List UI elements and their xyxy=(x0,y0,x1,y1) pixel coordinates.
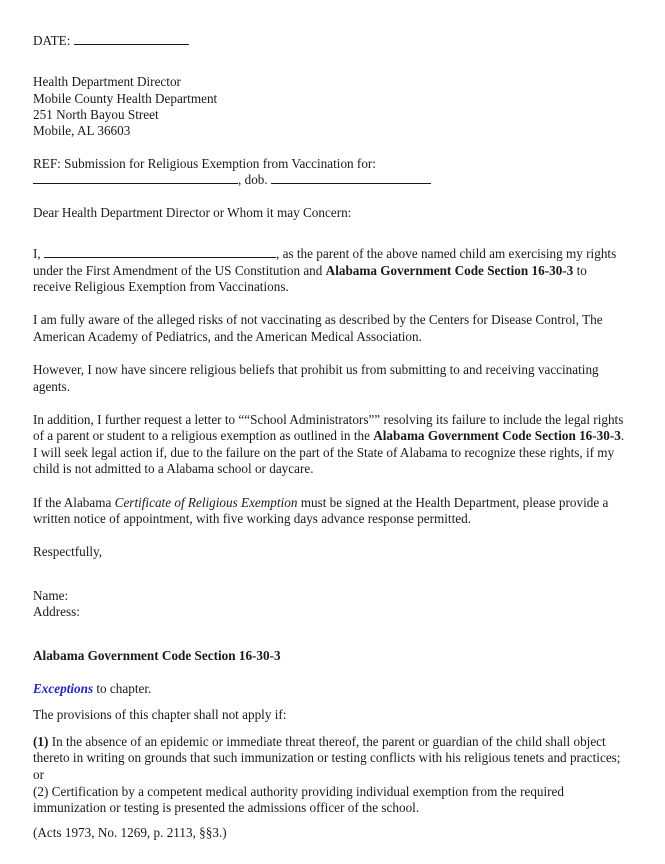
statute-citation: (Acts 1973, No. 1269, p. 2113, §§3.) xyxy=(33,824,227,840)
spacer-after-date xyxy=(33,66,626,74)
para4-part1: In addition, I further request a letter to ““School Administrators”” resolving its failure to include the legal rights of a parent or student to a religious exemption as outlined in the xyxy=(33,411,624,444)
closing-line: Respectfully, xyxy=(33,544,103,560)
certificate-title: Certificate of Religious Exemption xyxy=(114,494,298,510)
body-paragraph-4 xyxy=(33,412,626,478)
para1-tail: to receive Religious Exemption from Vaccinations. xyxy=(33,262,587,295)
child-dob-blank-field[interactable] xyxy=(271,173,431,185)
parent-name-blank-field[interactable] xyxy=(44,246,276,258)
para4-code-reference: Alabama Government Code Section 16-30-3 xyxy=(373,428,621,444)
spacer-before-citation xyxy=(33,817,626,825)
body-paragraph-3: However, I now have sincere religious beliefs that prohibit us from submitting to and receiving vaccinating agents. xyxy=(33,361,599,394)
date-label: DATE: xyxy=(33,33,71,48)
address-label: Address: xyxy=(33,604,80,620)
recipient-line-1: Health Department Director xyxy=(33,74,181,90)
salutation: Dear Health Department Director or Whom it may Concern: xyxy=(33,204,352,220)
reference-blanks-line xyxy=(33,172,626,189)
para1-after-blank: , as the parent of the above named child am exercising my rights under the First Amendment of the US Constitution and xyxy=(33,246,617,278)
para4-part2: . I will seek legal action if, due to the failure on the part of the State of Alabama to recognize these rights, if my child is not admitted to a Alabama school or daycare. xyxy=(33,428,625,477)
spacer-after-reference xyxy=(33,189,626,205)
dob-label: , dob. xyxy=(238,172,268,188)
body-paragraph-1 xyxy=(33,246,626,296)
spacer-before-statute xyxy=(33,621,626,648)
para1-code-reference: Alabama Government Code Section 16-30-3 xyxy=(325,262,574,278)
statute-item-2: (2) Certification by a competent medical authority providing individual exemption from the required immunization or testing is presented the admissions officer of the school. xyxy=(33,783,565,816)
exceptions-link[interactable]: Exceptions xyxy=(33,680,94,696)
reference-line: REF: Submission for Religious Exemption from Vaccination for: xyxy=(33,155,376,171)
para5-part1: If the Alabama xyxy=(33,494,112,510)
spacer-after-salutation xyxy=(33,238,626,246)
body-paragraph-5 xyxy=(33,495,626,528)
recipient-line-2: Mobile County Health Department xyxy=(33,90,218,106)
statute-item-1 xyxy=(33,734,626,784)
reference-block xyxy=(33,156,626,189)
recipient-line-3: 251 North Bayou Street xyxy=(33,106,159,122)
date-line xyxy=(33,33,626,50)
child-name-blank-field[interactable] xyxy=(33,173,238,185)
para1-lead: I, xyxy=(33,246,41,261)
statute-intro: The provisions of this chapter shall not apply if: xyxy=(33,707,287,723)
spacer-after-statute-heading xyxy=(33,665,626,681)
spacer-after-recipient xyxy=(33,140,626,156)
exceptions-rest: to chapter. xyxy=(96,680,152,696)
statute-heading: Alabama Government Code Section 16-30-3 xyxy=(33,648,281,663)
recipient-line-4: Mobile, AL 36603 xyxy=(33,123,131,139)
statute-item-1-text: In the absence of an epidemic or immediate threat thereof, the parent or guardian of the child shall object thereto in writing on grounds that such immunization or testing conflicts with his religious tenets and practices; or xyxy=(33,733,621,782)
date-blank-field[interactable] xyxy=(74,33,189,45)
para5-part2: must be signed at the Health Department, please provide a written notice of appointment, with five working days advance response permitted. xyxy=(33,494,609,527)
document-body xyxy=(33,33,626,841)
signature-block xyxy=(33,588,626,621)
name-label: Name: xyxy=(33,587,69,603)
spacer-signature xyxy=(33,561,626,588)
statute-exceptions-line xyxy=(33,681,626,698)
recipient-address-block xyxy=(33,74,626,140)
statute-item-1-marker: (1) xyxy=(33,733,49,749)
body-paragraph-2: I am fully aware of the alleged risks of not vaccinating as described by the Centers for Disease Control, The American Academy of Pediatrics, and the American Medical Association. xyxy=(33,312,603,344)
